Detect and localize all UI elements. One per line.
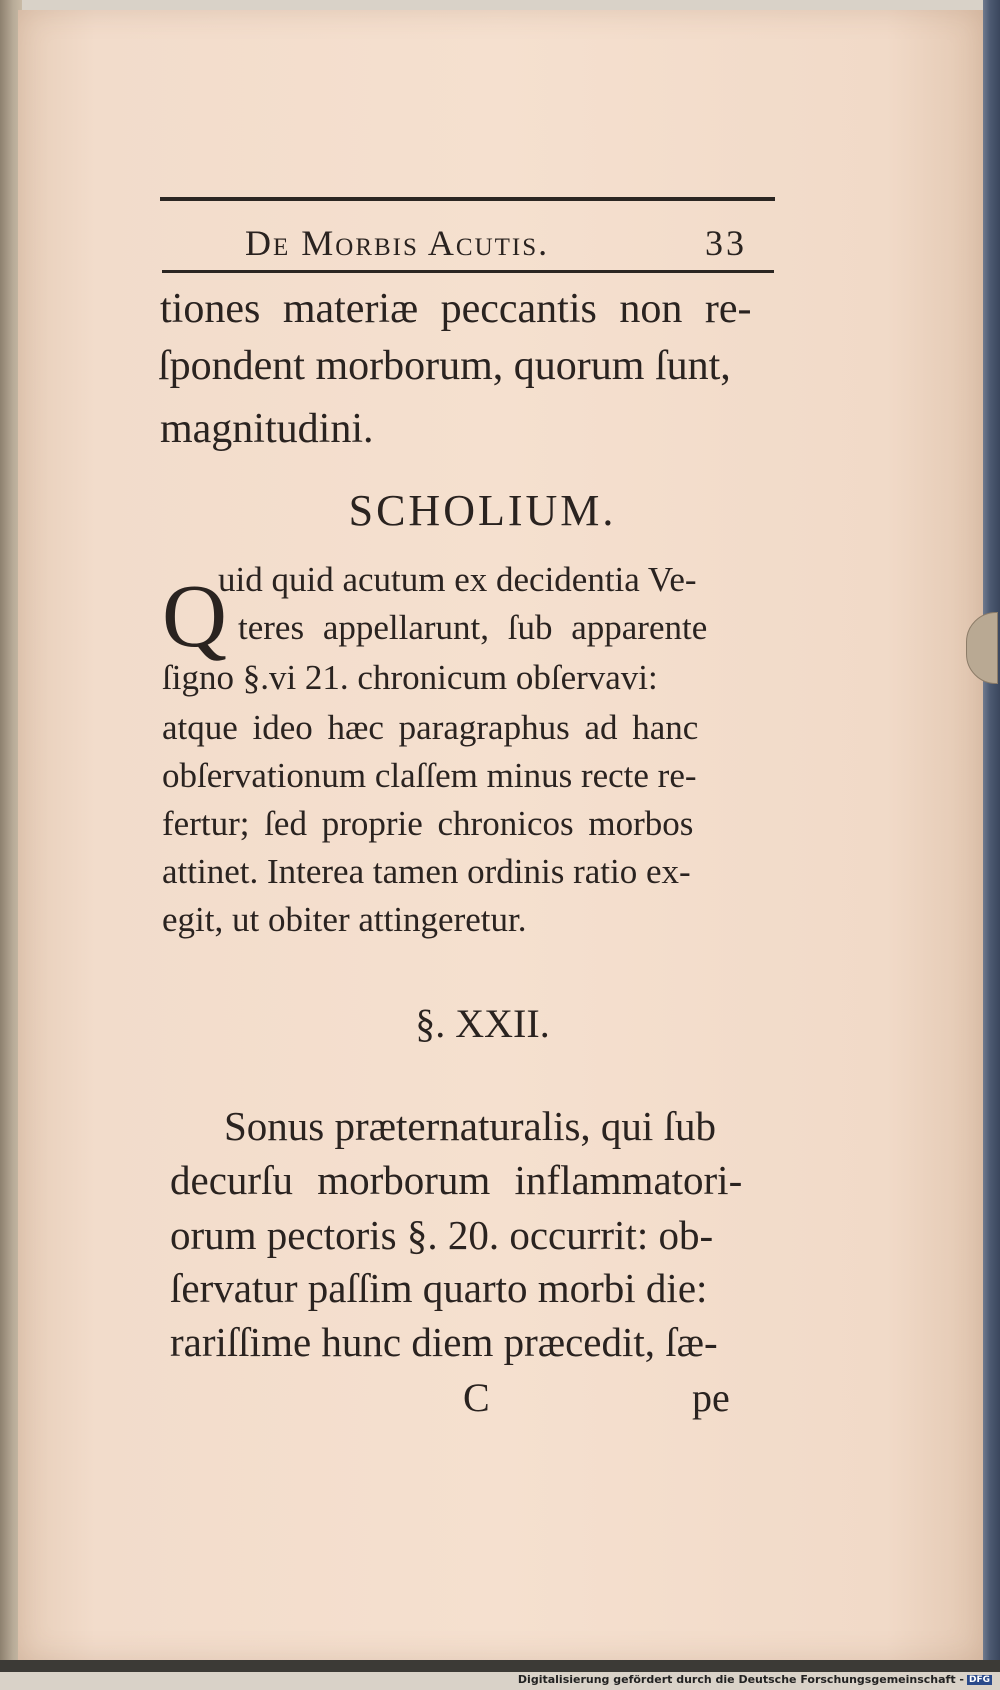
digitization-credit xyxy=(518,1673,992,1686)
drop-cap: Q xyxy=(162,567,227,666)
scholium-line: obſervationum claſſem minus recte re- xyxy=(162,756,697,795)
header-rule-bottom xyxy=(162,270,774,273)
signature-mark: C xyxy=(463,1375,490,1420)
header-rule-top xyxy=(160,197,775,201)
scan-bottom-band xyxy=(0,1660,1000,1672)
scholium-line: egit, ut obiter attingeretur. xyxy=(162,900,527,939)
intro-line: tiones materiæ peccantis non re- xyxy=(160,286,752,332)
scholium-line: attinet. Interea tamen ordinis ratio ex- xyxy=(162,852,691,891)
running-title: De Morbis Acutis. xyxy=(245,223,550,263)
section-line: ſervatur paſſim quarto morbi die: xyxy=(170,1265,708,1311)
section-line: rariſſime hunc diem præcedit, ſæ- xyxy=(170,1319,718,1365)
section-line: orum pectoris §. 20. occurrit: ob- xyxy=(170,1212,714,1258)
page-number: 33 xyxy=(705,223,747,263)
scholium-heading: SCHOLIUM. xyxy=(348,486,617,535)
scholium-line: ſigno §.vi 21. chronicum obſervavi: xyxy=(162,658,658,697)
intro-line: magnitudini. xyxy=(160,406,374,452)
scholium-line: teres appellarunt, ſub apparente xyxy=(238,608,708,647)
section-heading: §. XXII. xyxy=(415,1001,550,1046)
book-cover-edge xyxy=(983,0,1000,1670)
scholium-line: fertur; ſed proprie chronicos morbos xyxy=(162,804,694,843)
dfg-logo: DFG xyxy=(968,1675,990,1685)
scholium-line: uid quid acutum ex decidentia Ve- xyxy=(218,560,697,599)
credit-text: Digitalisierung gefördert durch die Deutsche Forschungsgemeinschaft - xyxy=(517,1673,964,1686)
intro-line: ſpondent morborum, quorum ſunt, xyxy=(158,343,731,389)
scholium-line: atque ideo hæc paragraphus ad hanc xyxy=(162,708,699,747)
catchword: pe xyxy=(692,1375,730,1420)
section-line: decurſu morborum inflammatori- xyxy=(170,1157,743,1203)
section-line: Sonus præternaturalis, qui ſub xyxy=(224,1103,716,1149)
